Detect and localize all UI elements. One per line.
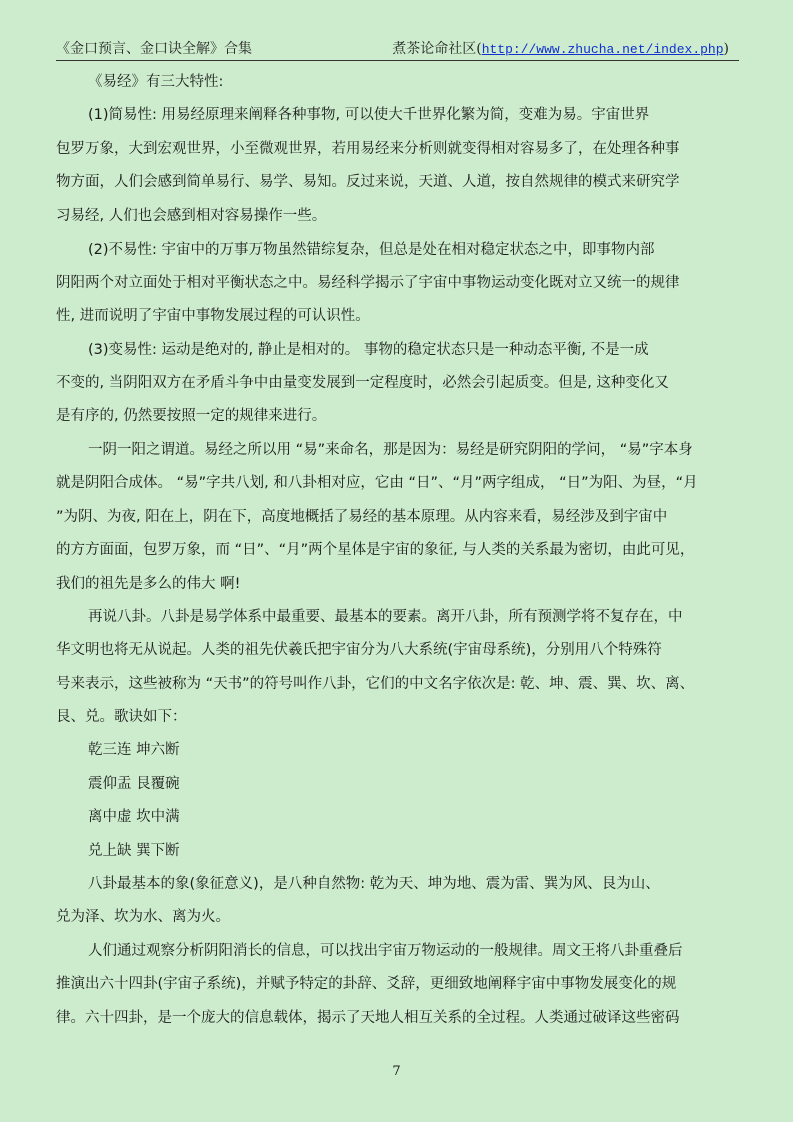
text-line: 《易经》有三大特性: xyxy=(88,74,224,90)
text-line: 人们通过观察分析阴阳消长的信息，可以找出宇宙万物运动的一般规律。周文王将八卦重叠后 xyxy=(88,943,683,959)
text-line: 艮、兑。歌诀如下： xyxy=(56,709,187,725)
text-line: 八卦最基本的象(象征意义)，是八种自然物: 乾为天、坤为地、震为雷、巽为风、艮为山、 xyxy=(88,876,660,892)
text-line: 一阴一阳之谓道。易经之所以用 “易”来命名，那是因为：易经是研究阴阳的学问， “易”字本身 xyxy=(88,442,693,458)
header-site: 煮茶论命社区 xyxy=(392,41,477,57)
text-line: 阴阳两个对立面处于相对平衡状态之中。易经科学揭示了宇宙中事物运动变化既对立又统一的规律 xyxy=(56,275,680,291)
text-line: (1)简易性: 用易经原理来阐释各种事物, 可以使大千世界化繁为简，变难为易。宇宙世界 xyxy=(88,107,650,123)
text-line: 号来表示，这些被称为 “天书”的符号叫作八卦，它们的中文名字依次是: 乾、坤、震、巽、坎、离、 xyxy=(56,676,695,692)
text-line: 华文明也将无从说起。人类的祖先伏羲氏把宇宙分为八大系统(宇宙母系统)，分别用八个特殊符 xyxy=(56,642,662,658)
page-header xyxy=(56,36,739,61)
text-line: 包罗万象，大到宏观世界，小至微观世界，若用易经来分析则就变得相对容易多了，在处理各种事 xyxy=(56,141,680,157)
header-title: 《金口预言、金口诀全解》合集 xyxy=(56,41,252,57)
verse-line: 兑上缺 巽下断 xyxy=(88,843,180,859)
text-line: 再说八卦。八卦是易学体系中最重要、最基本的要素。离开八卦，所有预测学将不复存在，中 xyxy=(88,609,683,625)
text-line: 律。六十四卦，是一个庞大的信息载体，揭示了天地人相互关系的全过程。人类通过破译这些密码 xyxy=(56,1010,680,1026)
text-line: 推演出六十四卦(宇宙子系统)，并赋予特定的卦辞、爻辞，更细致地阐释宇宙中事物发展变化的规 xyxy=(56,976,677,992)
text-line: 就是阴阳合成体。 “易”字共八划, 和八卦相对应，它由 “日”、“月”两字组成， “日”为阳、为昼，“月 xyxy=(56,475,698,491)
verse-line: 乾三连 坤六断 xyxy=(88,742,180,758)
text-line: (3)变易性: 运动是绝对的, 静止是相对的。 事物的稳定状态只是一种动态平衡, 不是一成 xyxy=(88,342,649,358)
header-url-link[interactable]: http://www.zhucha.net/index.php xyxy=(481,42,724,57)
text-line: 性, 进而说明了宇宙中事物发展过程的可认识性。 xyxy=(56,308,370,324)
header-paren-close: ) xyxy=(723,41,729,57)
header-paren-open: ( xyxy=(476,41,482,57)
text-line: 不变的, 当阴阳双方在矛盾斗争中由量变发展到一定程度时，必然会引起质变。但是, 这种变化又 xyxy=(56,375,669,391)
page-number: 7 xyxy=(392,1064,401,1079)
text-line: 物方面，人们会感到简单易行、易学、易知。反过来说，天道、人道，按自然规律的模式来研究学 xyxy=(56,174,680,190)
header-source xyxy=(392,38,729,58)
text-line: 的方方面面，包罗万象，而 “日”、“月”两个星体是宇宙的象征, 与人类的关系最为密切，由此可见， xyxy=(56,542,695,558)
text-line: (2)不易性: 宇宙中的万事万物虽然错综复杂，但总是处在相对稳定状态之中，即事物内部 xyxy=(88,242,655,258)
text-line: ”为阴、为夜, 阳在上，阴在下，高度地概括了易经的基本原理。从内容来看，易经涉及到宇宙中 xyxy=(56,509,668,525)
text-line: 我们的祖先是多么的伟大 啊! xyxy=(56,576,241,592)
verse-line: 震仰盂 艮覆碗 xyxy=(88,776,180,792)
text-line: 兑为泽、坎为水、离为火。 xyxy=(56,909,230,925)
text-line: 是有序的, 仍然要按照一定的规律来进行。 xyxy=(56,408,327,424)
text-line: 习易经, 人们也会感到相对容易操作一些。 xyxy=(56,208,327,224)
verse-line: 离中虚 坎中满 xyxy=(88,809,180,825)
